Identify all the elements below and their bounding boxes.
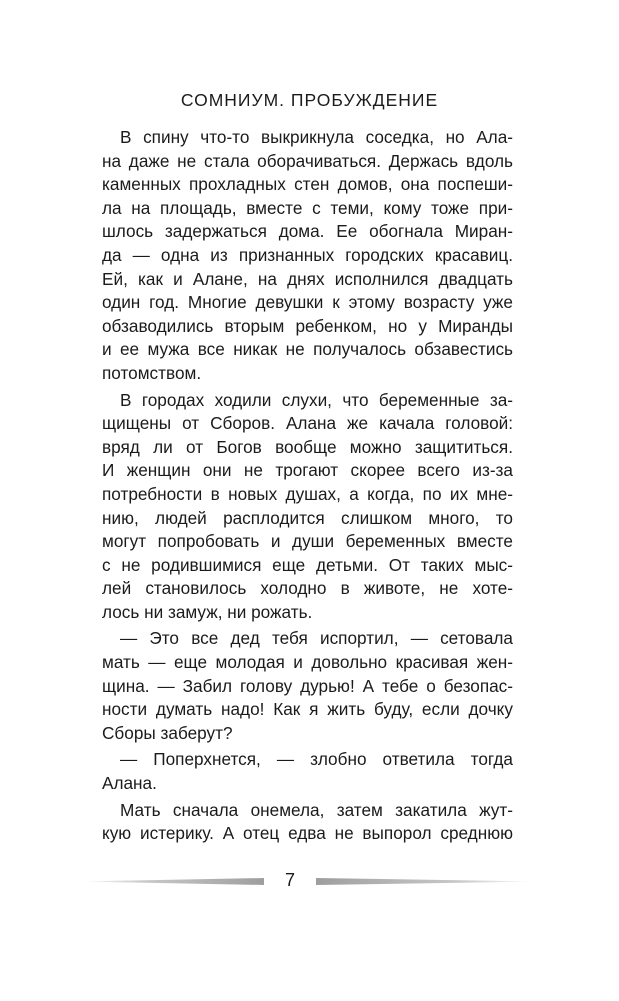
paragraph-line: на даже не стала оборачиваться. Держась вдоль [102, 150, 513, 171]
paragraph-line: ности думать надо! Как я жить буду, если дочку [102, 699, 513, 720]
paragraph-line: один год. Многие девушки к этому возрасту уже [102, 292, 513, 313]
footer-rule-right [316, 878, 538, 885]
paragraph-line: Мать сначала онемела, затем закатила жут- [120, 799, 513, 820]
page-number: 7 [284, 870, 295, 890]
paragraph-line: потребности в новых душах, а когда, по их мне- [102, 483, 513, 504]
paragraph-line: Сборы заберут? [102, 722, 233, 743]
paragraph-line: шлось задержаться дома. Ее обогнала Миран- [102, 221, 513, 242]
paragraph-line: да — одна из признанных городских красавиц. [102, 244, 513, 265]
paragraph-line: ла на площадь, вместе с теми, кому тоже при- [102, 197, 513, 218]
paragraph-line: Ей, как и Алане, на днях исполнился двадцать [102, 268, 513, 289]
paragraph-line: лось ни замуж, ни рожать. [102, 601, 313, 622]
paragraph-line: — Поперхнется, — злобно ответила тогда [120, 749, 513, 770]
page-footer [0, 866, 619, 896]
paragraph-line: — Это все дед тебя испортил, — сетовала [120, 628, 513, 649]
paragraph-line: мать — еще молодая и довольно красивая жен- [102, 652, 513, 673]
paragraph-line: щищены от Сборов. Алана же качала головой: [102, 413, 513, 434]
paragraph-line: В спину что-то выкрикнула соседка, но Ала- [120, 127, 513, 147]
paragraph-line: могут попробовать и души беременных вместе [102, 531, 513, 552]
paragraph-line: Алана. [102, 773, 157, 794]
paragraph-line: щина. — Забил голову дурью! А тебе о безопас- [102, 675, 513, 696]
paragraph-line: каменных прохладных стен домов, она поспеши- [102, 174, 513, 195]
paragraph-line: и ее мужа все никак не получалось обзавестись [102, 339, 513, 360]
paragraph-line: нию, людей расплодится слишком много, то [102, 507, 513, 528]
paragraph-line: В городах ходили слухи, что беременные за- [120, 389, 513, 410]
paragraph-line: обзаводились вторым ребенком, но у Миранды [102, 315, 513, 336]
paragraph-line: потомством. [102, 362, 202, 383]
running-title: СОМНИУМ. ПРОБУЖДЕНИЕ [180, 90, 439, 110]
paragraph-line: вряд ли от Богов вообще можно защититься. [102, 436, 513, 457]
paragraph-line: с не родившимися еще детьми. От таких мыс- [102, 554, 513, 575]
paragraph-line: лей становилось холодно в животе, не хоте- [102, 578, 513, 599]
paragraph-line: кую истерику. А отец едва не выпорол среднюю [102, 823, 513, 844]
paragraph-line: И женщин они не трогают скорее всего из-за [102, 460, 513, 481]
footer-rule-left [78, 878, 264, 885]
body-text [102, 126, 513, 846]
